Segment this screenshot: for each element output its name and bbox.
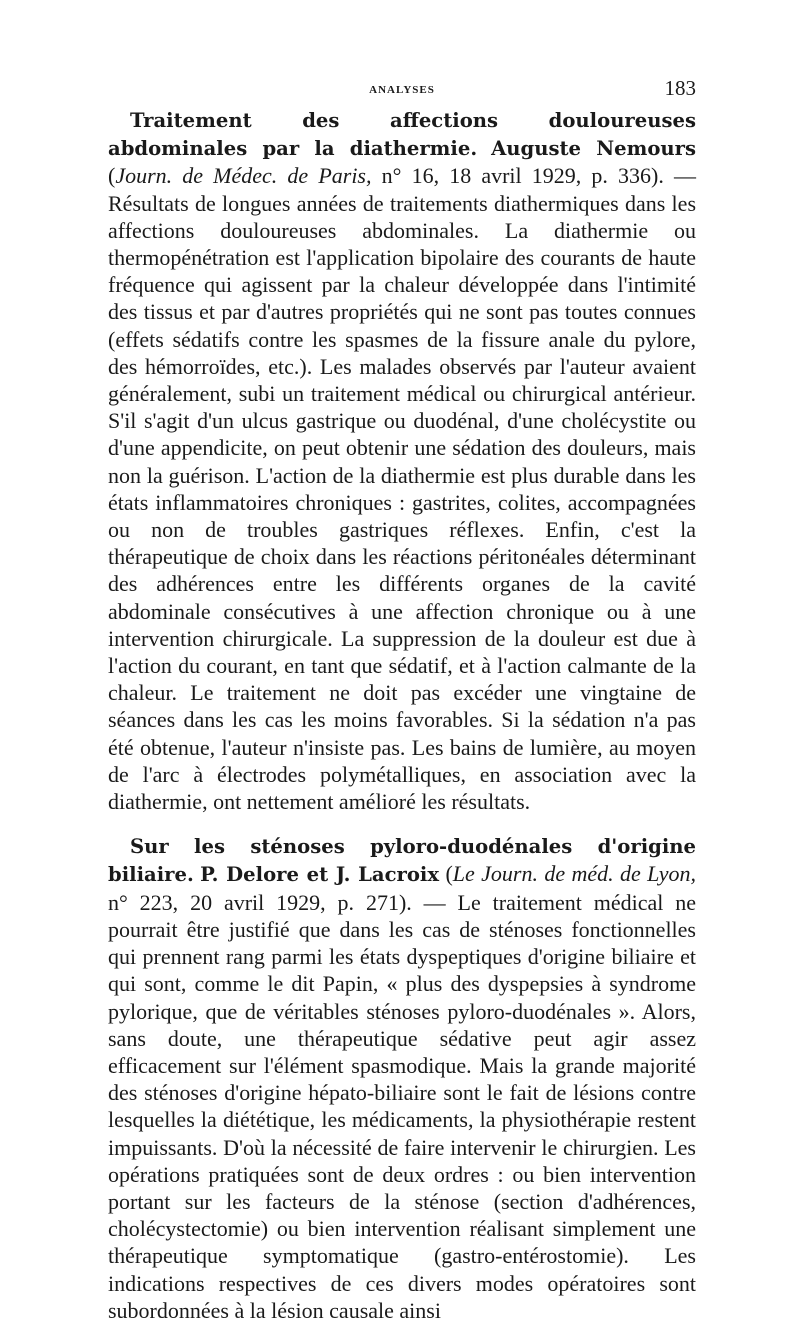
article-1 bbox=[108, 106, 696, 815]
page bbox=[108, 70, 696, 1324]
article-source: (Journ. de Médec. de Paris, n° 16, 18 avril 1929, p. 336). bbox=[108, 163, 664, 189]
running-header bbox=[108, 70, 696, 106]
article-body: — Résultats de longues années de traitements diathermiques dans les affections douloureuses abdominales. La diathermie ou thermopénétration est l'application bipolaire des courants de haute fréquence qui agissent par la chaleur développée dans l'intimité des tissus et par d'autres propriétés qui ne sont pas toutes connues (effets sédatifs contre les spasmes de la fissure anale du pylore, des hémorroïdes, etc.). Les malades observés par l'auteur avaient généralement, subi un traitement médical ou chirurgical antérieur. S'il s'agit d'un ulcus gastrique ou duodénal, d'une cholécystite ou d'une appendicite, on peut obtenir une sédation des douleurs, mais non la guérison. L'action de la diathermie est plus durable dans les états inflammatoires chroniques : gastrites, colites, accompagnées ou non de troubles gastriques réflexes. Enfin, c'est la thérapeutique de choix dans les réactions péritonéales déterminant des adhérences entre les différents organes de la cavité abdominale consécutives à une affection chronique ou à une intervention chirurgicale. La suppression de la douleur est due à l'action du courant, en tant que sédatif, et à l'action calmante de la chaleur. Le traitement ne doit pas excéder une vingtaine de séances dans les cas les moins favorables. Si la sédation n'a pas été obtenue, l'auteur n'insiste pas. Les bains de lumière, au moyen de l'arc à électrodes polymétalliques, en association avec la diathermie, ont nettement amélioré les résultats. bbox=[108, 163, 697, 815]
article-source: (Le Journ. de méd. de Lyon, n° 223, 20 avril 1929, p. 271). bbox=[108, 861, 697, 915]
article-authors: P. Delore et J. Lacroix bbox=[200, 863, 440, 887]
page-number: 183 bbox=[664, 76, 696, 100]
journal-details: n° 16, 18 avril 1929, p. 336). bbox=[381, 163, 664, 189]
journal-name: Le Journ. de méd. de Lyon, bbox=[452, 861, 697, 887]
article-paragraph bbox=[108, 106, 696, 815]
journal-details: n° 223, 20 avril 1929, p. 271). bbox=[108, 889, 412, 915]
article-authors: Auguste Nemours bbox=[491, 137, 697, 161]
article-paragraph bbox=[108, 832, 696, 1324]
article-body: — Le traitement médical ne pourrait être justifié que dans les cas de sténoses fonctionnelles qui prennent rang parmi les états dyspeptiques d'origine biliaire et qui sont, comme le dit Papin, « plus des dyspepsies à syndrome pylorique, que de véritables sténoses pyloro-duodénales ». Alors, sans doute, une thérapeutique sédative peut agir assez efficacement sur l'élément spasmodique. Mais la grande majorité des sténoses d'origine hépato-biliaire sont le fait de lésions contre lesquelles la diététique, les médicaments, la physiothérapie restent impuissants. D'où la nécessité de faire intervenir le chirurgien. Les opérations pratiquées sont de deux ordres : ou bien intervention portant sur les facteurs de la sténose (section d'adhérences, cholécystectomie) ou bien intervention réalisant simplement une thérapeutique symptomatique (gastro-entérostomie). Les indications respectives de ces divers modes opératoires sont subordonnées à la lésion causale ainsi bbox=[108, 889, 697, 1323]
article-title: Sur les sténoses pyloro-duodénales d'origine biliaire. bbox=[108, 835, 696, 887]
running-title: ANALYSES bbox=[369, 84, 435, 96]
article-2 bbox=[108, 832, 696, 1324]
article-title: Traitement des affections douloureuses abdominales par la diathermie. bbox=[108, 109, 696, 161]
journal-name: Journ. de Médec. de Paris, bbox=[115, 163, 372, 189]
